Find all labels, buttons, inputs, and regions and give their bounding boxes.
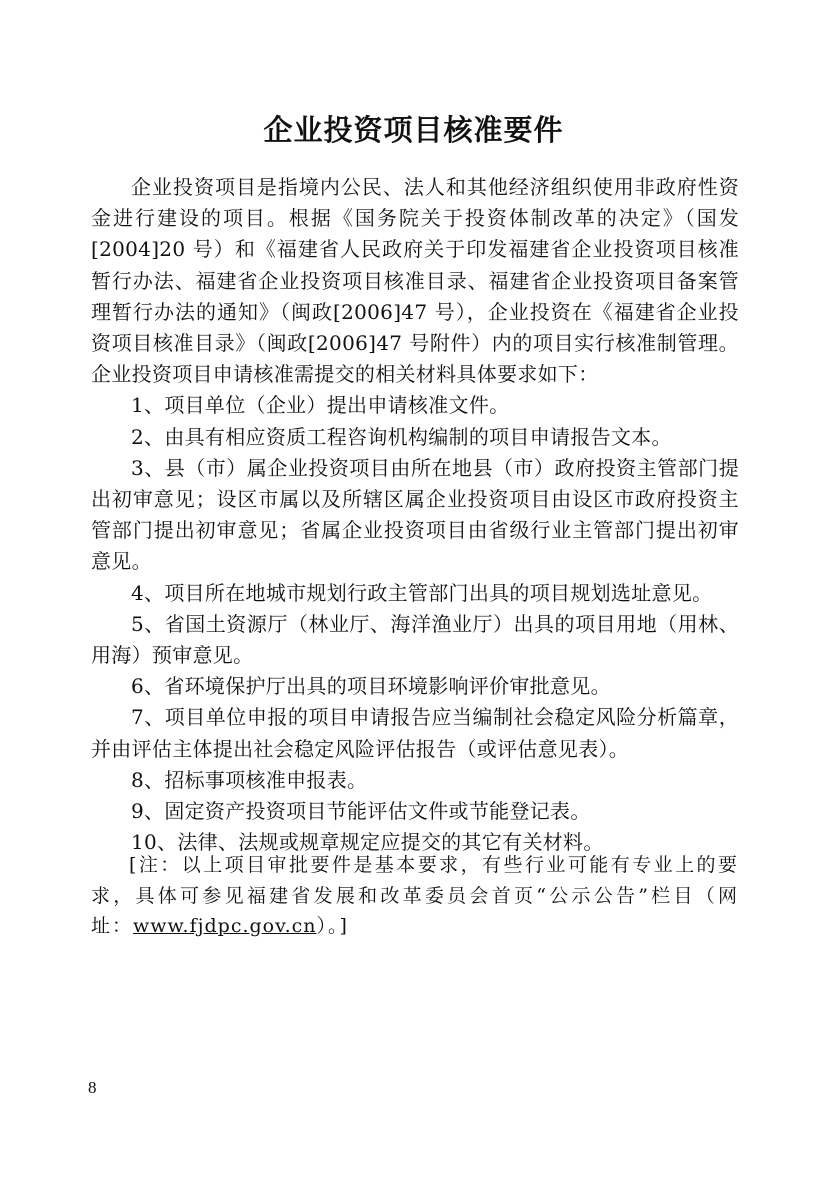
list-item: 7、项目单位申报的项目申请报告应当编制社会稳定风险分析篇章，并由评估主体提出社会稳定风险评估报告（或评估意见表）。 (91, 705, 739, 761)
list-item: 2、由具有相应资质工程咨询机构编制的项目申请报告文本。 (131, 424, 672, 449)
list-item: 9、固定资产投资项目节能评估文件或节能登记表。 (131, 799, 591, 824)
document-title: 企业投资项目核准要件 (263, 113, 564, 147)
intro-paragraph: 企业投资项目是指境内公民、法人和其他经济组织使用非政府性资金进行建设的项目。根据《国务院关于投资体制改革的决定》（国发[2004]20 号）和《福建省人民政府关于印发福建省企业投资项目核准暂行办法、福建省企业投资项目核准目录、福建省企业投资项目备案管理暂行办法的通知》（闽政[2006]47 号），企业投资在《福建省企业投资项目核准目录》（闽政[2006]47 号附件）内的项目实行核准制管理。企业投资项目申请核准需提交的相关材料具体要求如下： (91, 175, 739, 387)
list-item: 3、县（市）属企业投资项目由所在地县（市）政府投资主管部门提出初审意见；设区市属以及所辖区属企业投资项目由设区市政府投资主管部门提出初审意见；省属企业投资项目由省级行业主管部门提出初审意见。 (91, 455, 739, 574)
list-item: 6、省环境保护厅出具的项目环境影响评价审批意见。 (131, 674, 611, 699)
page-number: 8 (88, 1078, 97, 1097)
list-item: 1、项目单位（企业）提出申请核准文件。 (131, 393, 510, 418)
list-item: 4、项目所在地城市规划行政主管部门出具的项目规划选址意见。 (131, 580, 713, 605)
list-item: 8、招标事项核准申报表。 (131, 767, 368, 792)
list-item: 10、法律、法规或规章规定应提交的其它有关材料。 (131, 830, 604, 855)
note-suffix: ）。] (316, 915, 349, 937)
note-paragraph (91, 850, 739, 942)
note-prefix: [注：以上项目审批要件是基本要求，有些行业可能有专业上的要求，具体可参见福建省发展和改革委员会首页“公示公告”栏目（网址： (91, 854, 739, 937)
website-link[interactable]: www.fjdpc.gov.cn (133, 915, 317, 937)
document-body (91, 172, 739, 858)
list-item: 5、省国土资源厅（林业厅、海洋渔业厅）出具的项目用地（用林、用海）预审意见。 (91, 611, 739, 668)
